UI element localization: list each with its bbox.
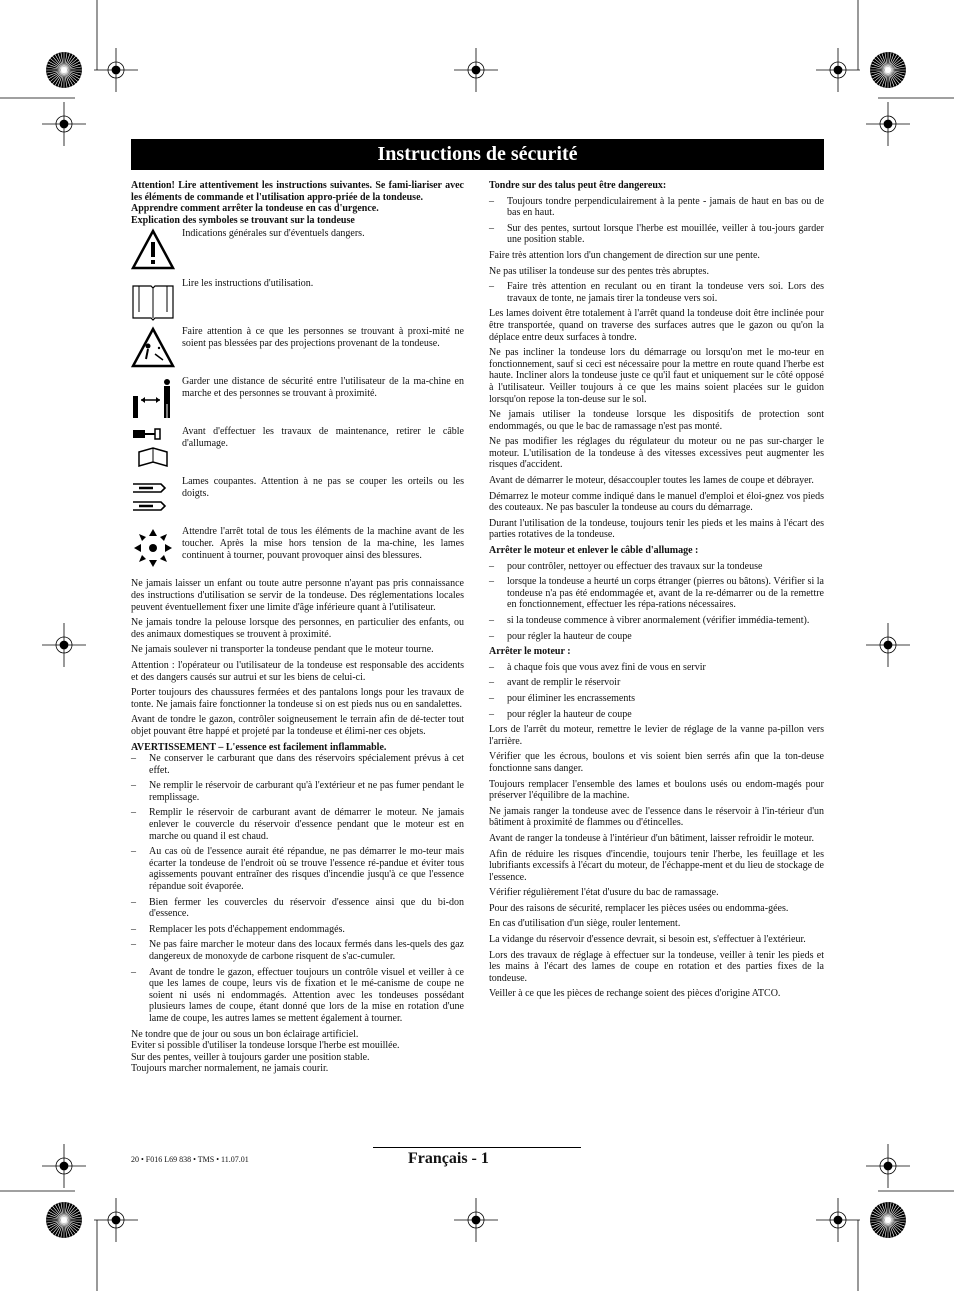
- list-item: – Bien fermer les couvercles du réservoir d'essence ainsi que du bi-don d'essence.: [131, 897, 464, 920]
- paragraph: Toujours marcher normalement, ne jamais courir.: [131, 1063, 329, 1075]
- starburst-mark: [46, 1202, 82, 1238]
- list-item: – avant de remplir le réservoir: [489, 677, 824, 689]
- symbol-row: [131, 278, 464, 322]
- left-column: [131, 180, 464, 1075]
- thrown-objects-icon: [131, 326, 175, 370]
- paragraph: Veiller à ce que les pièces de rechange soient des pièces d'origine ATCO.: [489, 988, 781, 1000]
- symbol-row: [131, 376, 464, 422]
- crosshair-target: [816, 1198, 860, 1242]
- list-item: – Ne pas faire marcher le moteur dans des locaux fermés dans les-quels des gaz dangereux de monoxyde de carbone risquent de s'ac-cumuler.: [131, 939, 464, 962]
- paragraph: Ne jamais tondre la pelouse lorsque des personnes, en particulier des enfants, ou des animaux domestiques se trouvent à proximité.: [131, 617, 464, 640]
- right-column: [489, 180, 824, 1004]
- footer-reference: 20 • F016 L69 838 • TMS • 11.07.01: [131, 1155, 249, 1164]
- list-item: – Au cas où de l'essence aurait été répandue, ne pas démarrer le mo-teur mais écarter la tondeuse de l'endroit où se trouve l'essence ré-pandue et éviter tous agissements pouvant entraîner des risques d'incendie jusqu'à ce que l'essence répandue soit évaporée.: [131, 846, 464, 892]
- starburst-mark: [870, 1202, 906, 1238]
- intro-bold-1: Attention! Lire attentivement les instructions suivantes. Se fami-liariser avec les éléments de commande et l'utilisation appro-priée de la tondeuse.: [131, 180, 464, 203]
- paragraph: Sur des pentes, veiller à toujours garder une position stable.: [131, 1051, 370, 1063]
- paragraph: Ne pas utiliser la tondeuse sur des pentes très abruptes.: [489, 265, 709, 277]
- paragraph: Ne tondre que de jour ou sous un bon éclairage artificiel.: [131, 1028, 359, 1040]
- crosshair-target: [866, 1144, 910, 1188]
- crosshair-target: [42, 623, 86, 667]
- paragraph: Vérifier régulièrement l'état d'usure du bac de ramassage.: [489, 887, 719, 899]
- paragraph: Porter toujours des chaussures fermées et des pantalons longs pour les travaux de tonte. Ne jamais faire fonctionner la tondeuse si on est pieds nus ou en sandalettes.: [131, 687, 464, 710]
- paragraph: Afin de réduire les risques d'incendie, toujours tenir l'herbe, les feuillage et les lubrifiants excessifs à l'écart du moteur, de l'échappe-ment et du lieu de stockage de l'essence.: [489, 848, 824, 883]
- crosshair-target: [454, 48, 498, 92]
- list-item: – Remplacer les pots d'échappement endommagés.: [131, 924, 464, 936]
- rotating-blade-icon: [131, 526, 175, 570]
- crosshair-target: [94, 1198, 138, 1242]
- paragraph: En cas d'utilisation d'un siège, rouler lentement.: [489, 918, 681, 930]
- paragraph: Lors de l'arrêt du moteur, remettre le levier de réglage de la vanne pa-pillon vers l'arrière.: [489, 724, 824, 747]
- page-title: Instructions de sécurité: [131, 139, 824, 170]
- symbol-text: Lames coupantes. Attention à ne pas se couper les orteils ou les doigts.: [182, 476, 464, 499]
- crosshair-target: [454, 1198, 498, 1242]
- footer-rule: [373, 1147, 581, 1148]
- paragraph: Ne jamais ranger la tondeuse avec de l'essence dans le réservoir à l'in-térieur d'un bâtiment à proximité de flammes ou d'étincelles.: [489, 805, 824, 829]
- paragraph: Ne pas incliner la tondeuse lors du démarrage ou lorsqu'on met le mo-teur en fonctionnement, sauf si ceci est nécessaire pour la mettre en route quand l'herbe est haute. Incliner alors la tondeuse juste ce qu'il faut et uniquement sur le côté opposé à l'utilisateur. Veiller toujours à ce que les mains soient placées sur le guidon lorsqu'on repose la ton-deuse sur le sol.: [489, 347, 824, 405]
- list-item: – Avant de tondre le gazon, effectuer toujours un contrôle visuel et veiller à ce que les lames de coupe, leurs vis de fixation et le mé-canisme de coupe ne soient ni usés ni endommagés. Attention avec les tondeuses possédant plusieurs lames de coupe, étant donné que lors de la mise en rotation d'une lame de coupe, les autres lames se mettent également à tourner.: [131, 967, 464, 1025]
- paragraph: Ne jamais utiliser la tondeuse lorsque les dispositifs de protection sont endommagés, ou que le bac de ramassage n'est pas monté.: [489, 409, 824, 432]
- list-item: – pour régler la hauteur de coupe: [489, 631, 824, 643]
- list-item: – Remplir le réservoir de carburant avant de démarrer le moteur. Ne jamais enlever le couvercle du réservoir d'essence pendant que le moteur est en marche ou quand il est chaud.: [131, 807, 464, 842]
- intro-bold-2: Apprendre comment arrêter la tondeuse en cas d'urgence.: [131, 203, 379, 215]
- open-book-icon: [131, 278, 175, 322]
- cutting-blades-icon: [131, 476, 175, 520]
- symbol-text: Lire les instructions d'utilisation.: [182, 278, 314, 290]
- paragraph: Lors des travaux de réglage à effectuer sur la tondeuse, veiller à tenir les pieds et les mains à l'écart des lames de coupe en rotation et des parties fixes de la tondeuse.: [489, 949, 824, 984]
- paragraph: Ne jamais soulever ni transporter la tondeuse pendant que le moteur tourne.: [131, 644, 434, 656]
- list-item: – Toujours tondre perpendiculairement à la pente - jamais de haut en bas ou de bas en haut.: [489, 196, 824, 219]
- list-item: – Ne conserver le carburant que dans des réservoirs spécialement prévus à cet effet.: [131, 753, 464, 776]
- symbol-text: Indications générales sur d'éventuels dangers.: [182, 228, 365, 240]
- symbol-row: [131, 476, 464, 522]
- symbol-text: Garder une distance de sécurité entre l'utilisateur de la ma-chine en marche et des personnes se trouvant à proximité.: [182, 376, 464, 399]
- symbol-row: [131, 526, 464, 574]
- paragraph: Ne pas modifier les réglages du régulateur du moteur ou ne pas sur-charger le moteur. L'utilisation de la tondeuse à des vitesses excessives peut augmenter les risques d'accident.: [489, 436, 824, 471]
- list-item: – lorsque la tondeuse a heurté un corps étranger (pierres ou bâtons). Vérifier si la tondeuse n'a pas été endommagée et, avant de la re-démarrer ou de la remettre en fonctionnement, effectuer les répa-rations nécessaires.: [489, 576, 824, 611]
- starburst-mark: [46, 52, 82, 88]
- paragraph: Durant l'utilisation de la tondeuse, toujours tenir les pieds et les mains à l'écart des parties rotatives de la tondeuse.: [489, 517, 824, 541]
- crosshair-target: [94, 48, 138, 92]
- symbol-row: [131, 228, 464, 274]
- warning-heading: AVERTISSEMENT – L'essence est facilement inflammable.: [131, 741, 387, 753]
- paragraph: Ne jamais laisser un enfant ou toute autre personne n'ayant pas pris connaissance des instructions d'utilisation se servir de la tondeuse. Des réglementations locales peuvent éventuellement fixer une limite d'âge inférieure quant à l'utilisateur.: [131, 578, 464, 613]
- symbol-text: Avant d'effectuer les travaux de maintenance, retirer le câble d'allumage.: [182, 426, 464, 449]
- symbol-row: [131, 426, 464, 472]
- crosshair-target: [42, 102, 86, 146]
- crosshair-target: [866, 102, 910, 146]
- list-item: – pour contrôler, nettoyer ou effectuer des travaux sur la tondeuse: [489, 561, 824, 573]
- paragraph: Les lames doivent être totalement à l'arrêt quand la tondeuse doit être inclinée pour être transportée, quand on traverse des surfaces autres que le gazon ou qu'on la déplace entre deux surfaces à tondre.: [489, 308, 824, 343]
- stop-heading: Arrêter le moteur et enlever le câble d'allumage :: [489, 545, 699, 557]
- warning-triangle-icon: [131, 228, 175, 272]
- paragraph: Vérifier que les écrous, boulons et vis soient bien serrés afin que la ton-deuse fonctionne sans danger.: [489, 751, 824, 774]
- list-item: – pour régler la hauteur de coupe: [489, 709, 824, 721]
- symbol-text: Faire attention à ce que les personnes se trouvant à proxi-mité ne soient pas blessées par des projections provenant de la tondeuse.: [182, 326, 464, 349]
- crosshair-target: [816, 48, 860, 92]
- starburst-mark: [870, 52, 906, 88]
- paragraph: Attention : l'opérateur ou l'utilisateur de la tondeuse est responsable des accidents et des dangers causés sur autrui et sur les biens de celui-ci.: [131, 659, 464, 683]
- slope-heading: Tondre sur des talus peut être dangereux:: [489, 180, 667, 191]
- motor-heading: Arrêter le moteur :: [489, 646, 571, 658]
- crosshair-target: [866, 623, 910, 667]
- list-item: – à chaque fois que vous avez fini de vous en servir: [489, 662, 824, 674]
- paragraph: Avant de ranger la tondeuse à l'intérieur d'un bâtiment, laisser refroidir le moteur.: [489, 832, 814, 844]
- crosshair-target: [42, 1144, 86, 1188]
- list-item: – Ne remplir le réservoir de carburant qu'à l'extérieur et ne pas fumer pendant le remplissage.: [131, 780, 464, 803]
- list-item: – si la tondeuse commence à vibrer anormalement (vérifier immédia-tement).: [489, 615, 824, 627]
- paragraph: Avant de tondre le gazon, contrôler soigneusement le terrain afin de dé-tecter tout objet pouvant être happé et projeté par la tondeuse et élimi-ner ces objets.: [131, 714, 464, 737]
- paragraph: Avant de démarrer le moteur, désaccoupler toutes les lames de coupe et débrayer.: [489, 475, 814, 487]
- symbol-row: [131, 326, 464, 372]
- paragraph: Faire très attention lors d'un changement de direction sur une pente.: [489, 249, 760, 261]
- list-item: – Faire très attention en reculant ou en tirant la tondeuse vers soi. Lors des travaux de tonte, ne jamais tirer la tondeuse vers soi.: [489, 281, 824, 304]
- disconnect-plug-icon: [131, 426, 175, 470]
- safety-distance-icon: [131, 376, 175, 420]
- page-number: Français - 1: [408, 1150, 489, 1167]
- paragraph: Démarrez le moteur comme indiqué dans le manuel d'emploi et éloi-gnez vos pieds des couteaux. Ne pas basculer la tondeuse au cours du démarrage.: [489, 490, 824, 514]
- paragraph: La vidange du réservoir d'essence devrait, si besoin est, s'effectuer à l'extérieur.: [489, 934, 806, 946]
- paragraph: Toujours remplacer l'ensemble des lames et boulons usés ou endom-magés pour préserver l'équilibre de la machine.: [489, 778, 824, 802]
- symbol-text: Attendre l'arrêt total de tous les éléments de la machine avant de les toucher. Après la mise hors tension de la ma-chine, les lames continuent à tourner, pouvant provoquer ainsi des blessures.: [182, 526, 464, 561]
- list-item: – pour éliminer les encrassements: [489, 693, 824, 705]
- paragraph: Pour des raisons de sécurité, remplacer les pièces usées ou endomma-gées.: [489, 902, 789, 914]
- list-item: – Sur des pentes, surtout lorsque l'herbe est mouillée, veiller à tou-jours garder une position stable.: [489, 223, 824, 246]
- paragraph: Eviter si possible d'utiliser la tondeuse lorsque l'herbe est mouillée.: [131, 1040, 400, 1052]
- symbols-heading: Explication des symboles se trouvant sur la tondeuse: [131, 214, 355, 226]
